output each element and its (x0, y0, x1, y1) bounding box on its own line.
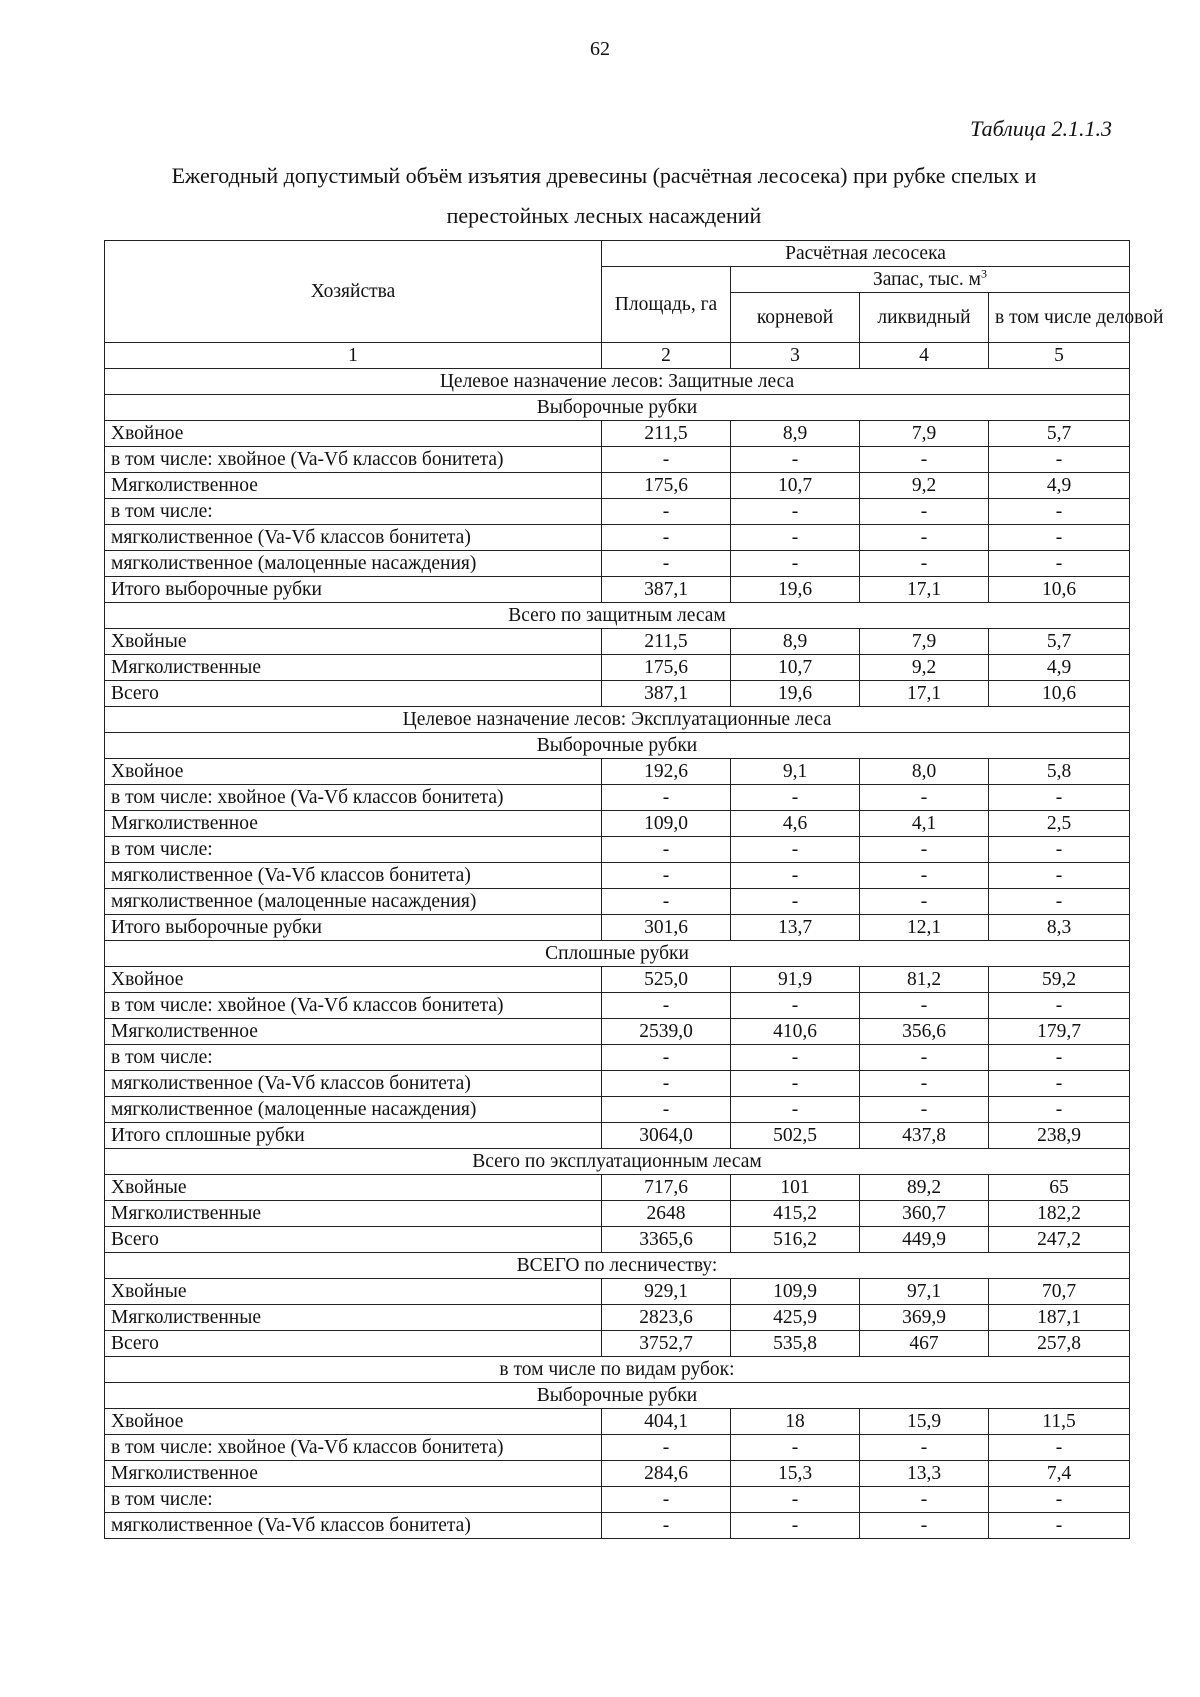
header-stock-sup: 3 (981, 266, 988, 281)
table-row (105, 1097, 1130, 1123)
table-row (105, 889, 1130, 915)
table-row (105, 1331, 1130, 1357)
header-business: в том числе деловой (989, 293, 1130, 343)
cell-area: 2823,6 (602, 1305, 731, 1331)
row-label: в том числе: (105, 1487, 602, 1513)
table-row (105, 1227, 1130, 1253)
table-row (105, 967, 1130, 993)
cell-business: - (989, 551, 1130, 577)
table-row (105, 1045, 1130, 1071)
cell-root: - (731, 1487, 860, 1513)
cell-business: 5,8 (989, 759, 1130, 785)
cell-area: - (602, 499, 731, 525)
table-row (105, 447, 1130, 473)
cell-root: 10,7 (731, 655, 860, 681)
table-caption (104, 156, 1104, 236)
cell-liquid: 369,9 (860, 1305, 989, 1331)
cell-liquid: - (860, 1487, 989, 1513)
row-label: в том числе: хвойное (Va-Vб классов бонитета) (105, 447, 602, 473)
cell-business: 187,1 (989, 1305, 1130, 1331)
row-label: мягколиственное (Va-Vб классов бонитета) (105, 863, 602, 889)
cell-liquid: 89,2 (860, 1175, 989, 1201)
row-label: Хвойные (105, 629, 602, 655)
cell-area: - (602, 1435, 731, 1461)
cell-area: 2648 (602, 1201, 731, 1227)
cell-liquid: 97,1 (860, 1279, 989, 1305)
table-row (105, 863, 1130, 889)
section-header-row (105, 1383, 1130, 1409)
cell-business: - (989, 1513, 1130, 1539)
col-number-4: 4 (860, 343, 989, 369)
cell-business: - (989, 785, 1130, 811)
cell-business: 70,7 (989, 1279, 1130, 1305)
table-row (105, 1461, 1130, 1487)
cell-root: 9,1 (731, 759, 860, 785)
section-label: ВСЕГО по лесничеству: (105, 1253, 1130, 1279)
cell-root: 18 (731, 1409, 860, 1435)
cell-root: 502,5 (731, 1123, 860, 1149)
cell-liquid: - (860, 499, 989, 525)
table-row (105, 811, 1130, 837)
row-label: мягколиственное (Va-Vб классов бонитета) (105, 1513, 602, 1539)
table-row (105, 1071, 1130, 1097)
row-label: Хвойные (105, 1175, 602, 1201)
header-liquid: ликвидный (860, 293, 989, 343)
header-stock-label: Запас, тыс. м (872, 269, 982, 290)
cell-area: 211,5 (602, 421, 731, 447)
cell-root: - (731, 1435, 860, 1461)
subsection-row (105, 1149, 1130, 1175)
cell-area: 2539,0 (602, 1019, 731, 1045)
cell-business: - (989, 447, 1130, 473)
row-label: Итого выборочные рубки (105, 577, 602, 603)
cell-root: - (731, 1513, 860, 1539)
cell-area: - (602, 889, 731, 915)
row-label: в том числе: (105, 837, 602, 863)
cell-liquid: - (860, 1071, 989, 1097)
cell-root: 4,6 (731, 811, 860, 837)
cell-root: - (731, 785, 860, 811)
row-label: в том числе: хвойное (Va-Vб классов бонитета) (105, 1435, 602, 1461)
cell-area: 3365,6 (602, 1227, 731, 1253)
allowable-cut-table (104, 240, 1164, 1539)
cell-root: - (731, 993, 860, 1019)
cell-business: 4,9 (989, 655, 1130, 681)
cell-root: 19,6 (731, 681, 860, 707)
row-label: в том числе: (105, 1045, 602, 1071)
cell-liquid: 15,9 (860, 1409, 989, 1435)
cell-area: 387,1 (602, 577, 731, 603)
table-row (105, 1487, 1130, 1513)
cell-business: - (989, 863, 1130, 889)
cell-area: - (602, 785, 731, 811)
table-row (105, 1409, 1130, 1435)
cell-business: 65 (989, 1175, 1130, 1201)
subsection-row (105, 395, 1130, 421)
cell-liquid: 467 (860, 1331, 989, 1357)
row-label: Мягколиственное (105, 1461, 602, 1487)
cell-area: - (602, 1513, 731, 1539)
cell-liquid: 437,8 (860, 1123, 989, 1149)
cell-root: 10,7 (731, 473, 860, 499)
cell-business: 5,7 (989, 421, 1130, 447)
subsection-label: Всего по защитным лесам (105, 603, 1130, 629)
cell-root: 91,9 (731, 967, 860, 993)
table-row (105, 1123, 1130, 1149)
col-number-1: 1 (105, 343, 602, 369)
row-label: Хвойное (105, 421, 602, 447)
header-allowable-cut: Расчётная лесосека (602, 241, 1130, 267)
row-label: Хвойное (105, 967, 602, 993)
cell-liquid: 17,1 (860, 577, 989, 603)
cell-business: - (989, 1435, 1130, 1461)
cell-liquid: - (860, 889, 989, 915)
cell-liquid: - (860, 1045, 989, 1071)
cell-area: 929,1 (602, 1279, 731, 1305)
cell-liquid: - (860, 1097, 989, 1123)
cell-root: - (731, 889, 860, 915)
col-number-2: 2 (602, 343, 731, 369)
subsection-label: Выборочные рубки (105, 733, 1130, 759)
caption-line-2: перестойных лесных насаждений (446, 203, 762, 228)
row-label: Всего (105, 681, 602, 707)
cell-business: 59,2 (989, 967, 1130, 993)
table-body (105, 369, 1130, 1539)
table-row (105, 629, 1130, 655)
cell-liquid: - (860, 447, 989, 473)
cell-liquid: 17,1 (860, 681, 989, 707)
row-label: мягколиственное (Va-Vб классов бонитета) (105, 525, 602, 551)
section-label: Выборочные рубки (105, 1383, 1130, 1409)
subsection-label: в том числе по видам рубок: (105, 1357, 1130, 1383)
section-header-row (105, 1253, 1130, 1279)
cell-liquid: 7,9 (860, 629, 989, 655)
cell-business: - (989, 1045, 1130, 1071)
header-column-numbers (105, 343, 1130, 369)
row-label: Итого выборочные рубки (105, 915, 602, 941)
table-row (105, 1435, 1130, 1461)
row-label: Мягколиственное (105, 473, 602, 499)
cell-liquid: 9,2 (860, 473, 989, 499)
subsection-label: Сплошные рубки (105, 941, 1130, 967)
row-label: Мягколиственное (105, 1019, 602, 1045)
cell-business: - (989, 889, 1130, 915)
cell-liquid: 356,6 (860, 1019, 989, 1045)
cell-area: - (602, 1071, 731, 1097)
cell-liquid: - (860, 1435, 989, 1461)
cell-liquid: 449,9 (860, 1227, 989, 1253)
row-label: Мягколиственные (105, 655, 602, 681)
table-row (105, 1279, 1130, 1305)
cell-liquid: - (860, 785, 989, 811)
cell-liquid: 4,1 (860, 811, 989, 837)
section-header-row (105, 707, 1130, 733)
subsection-row (105, 733, 1130, 759)
cell-business: - (989, 1071, 1130, 1097)
cell-business: - (989, 993, 1130, 1019)
cell-area: 109,0 (602, 811, 731, 837)
cell-business: 4,9 (989, 473, 1130, 499)
cell-area: - (602, 863, 731, 889)
cell-area: 301,6 (602, 915, 731, 941)
cell-area: 3064,0 (602, 1123, 731, 1149)
row-label: мягколиственное (малоценные насаждения) (105, 889, 602, 915)
cell-area: - (602, 1487, 731, 1513)
cell-business: 257,8 (989, 1331, 1130, 1357)
cell-business: 2,5 (989, 811, 1130, 837)
cell-business: - (989, 837, 1130, 863)
cell-root: 8,9 (731, 629, 860, 655)
cell-root: - (731, 837, 860, 863)
cell-business: 10,6 (989, 681, 1130, 707)
row-label: Мягколиственные (105, 1201, 602, 1227)
cell-root: 8,9 (731, 421, 860, 447)
cell-area: 175,6 (602, 473, 731, 499)
table-row (105, 993, 1130, 1019)
cell-liquid: 12,1 (860, 915, 989, 941)
cell-area: - (602, 1045, 731, 1071)
cell-liquid: 9,2 (860, 655, 989, 681)
cell-root: 109,9 (731, 1279, 860, 1305)
cell-area: - (602, 447, 731, 473)
cell-root: - (731, 525, 860, 551)
table-row (105, 915, 1130, 941)
cell-root: 410,6 (731, 1019, 860, 1045)
cell-liquid: - (860, 1513, 989, 1539)
table-row (105, 499, 1130, 525)
table-row (105, 525, 1130, 551)
cell-liquid: - (860, 525, 989, 551)
cell-root: - (731, 551, 860, 577)
caption-line-1: Ежегодный допустимый объём изъятия древесины (расчётная лесосека) при рубке спелых и (171, 163, 1037, 188)
table-row (105, 577, 1130, 603)
cell-root: - (731, 863, 860, 889)
table-header (105, 241, 1164, 369)
row-label: в том числе: (105, 499, 602, 525)
subsection-row (105, 941, 1130, 967)
table-row (105, 473, 1130, 499)
table-row (105, 551, 1130, 577)
cell-root: 15,3 (731, 1461, 860, 1487)
cell-area: 192,6 (602, 759, 731, 785)
row-label: мягколиственное (Va-Vб классов бонитета) (105, 1071, 602, 1097)
cell-business: - (989, 499, 1130, 525)
header-area: Площадь, га (602, 267, 731, 343)
cell-liquid: - (860, 993, 989, 1019)
cell-area: 717,6 (602, 1175, 731, 1201)
cell-area: 175,6 (602, 655, 731, 681)
cell-business: 179,7 (989, 1019, 1130, 1045)
cell-area: - (602, 837, 731, 863)
cell-area: - (602, 1097, 731, 1123)
cell-area: - (602, 551, 731, 577)
table-row (105, 681, 1130, 707)
table-row (105, 421, 1130, 447)
table-row (105, 785, 1130, 811)
table-row (105, 1019, 1130, 1045)
col-number-3: 3 (731, 343, 860, 369)
cell-area: 3752,7 (602, 1331, 731, 1357)
cell-business: 238,9 (989, 1123, 1130, 1149)
cell-root: - (731, 1097, 860, 1123)
section-label: Целевое назначение лесов: Эксплуатационные леса (105, 707, 1130, 733)
table-row (105, 1201, 1130, 1227)
row-label: Всего (105, 1227, 602, 1253)
cell-area: - (602, 525, 731, 551)
header-stock (731, 267, 1130, 293)
section-label: Целевое назначение лесов: Защитные леса (105, 369, 1130, 395)
cell-area: 525,0 (602, 967, 731, 993)
table-row (105, 1513, 1130, 1539)
row-label: Хвойное (105, 759, 602, 785)
cell-area: 404,1 (602, 1409, 731, 1435)
row-label: Хвойные (105, 1279, 602, 1305)
table-number: Таблица 2.1.1.3 (970, 116, 1112, 141)
row-label: мягколиственное (малоценные насаждения) (105, 1097, 602, 1123)
table-row (105, 759, 1130, 785)
cell-business: - (989, 525, 1130, 551)
row-label: Хвойное (105, 1409, 602, 1435)
cell-area: 211,5 (602, 629, 731, 655)
row-label: Итого сплошные рубки (105, 1123, 602, 1149)
row-label: Всего (105, 1331, 602, 1357)
cell-root: 535,8 (731, 1331, 860, 1357)
cell-area: 387,1 (602, 681, 731, 707)
cell-root: 19,6 (731, 577, 860, 603)
cell-liquid: 13,3 (860, 1461, 989, 1487)
section-header-row (105, 369, 1130, 395)
cell-business: - (989, 1487, 1130, 1513)
cell-liquid: 7,9 (860, 421, 989, 447)
col-number-5: 5 (989, 343, 1130, 369)
cell-liquid: 81,2 (860, 967, 989, 993)
row-label: мягколиственное (малоценные насаждения) (105, 551, 602, 577)
cell-root: - (731, 499, 860, 525)
subsection-label: Выборочные рубки (105, 395, 1130, 421)
cell-root: 13,7 (731, 915, 860, 941)
cell-liquid: - (860, 551, 989, 577)
cell-business: 7,4 (989, 1461, 1130, 1487)
cell-root: 425,9 (731, 1305, 860, 1331)
cell-liquid: 8,0 (860, 759, 989, 785)
cell-business: 8,3 (989, 915, 1130, 941)
cell-root: 415,2 (731, 1201, 860, 1227)
subsection-row (105, 603, 1130, 629)
table-row (105, 1175, 1130, 1201)
cell-root: - (731, 1045, 860, 1071)
cell-area: - (602, 993, 731, 1019)
cell-business: 5,7 (989, 629, 1130, 655)
row-label: в том числе: хвойное (Va-Vб классов бонитета) (105, 993, 602, 1019)
row-label: Мягколиственное (105, 811, 602, 837)
subsection-label: Всего по эксплуатационным лесам (105, 1149, 1130, 1175)
cell-business: 11,5 (989, 1409, 1130, 1435)
cell-root: - (731, 1071, 860, 1097)
table-row (105, 1305, 1130, 1331)
cell-business: 10,6 (989, 577, 1130, 603)
page-number: 62 (590, 38, 610, 60)
header-farms: Хозяйства (105, 241, 602, 343)
cell-root: 516,2 (731, 1227, 860, 1253)
cell-root: 101 (731, 1175, 860, 1201)
cell-business: - (989, 1097, 1130, 1123)
table-row (105, 837, 1130, 863)
table-row (105, 655, 1130, 681)
cell-root: - (731, 447, 860, 473)
header-root: корневой (731, 293, 860, 343)
cell-liquid: - (860, 863, 989, 889)
cell-business: 247,2 (989, 1227, 1130, 1253)
cell-area: 284,6 (602, 1461, 731, 1487)
cell-liquid: 360,7 (860, 1201, 989, 1227)
cell-liquid: - (860, 837, 989, 863)
row-label: Мягколиственные (105, 1305, 602, 1331)
subsection-row (105, 1357, 1130, 1383)
cell-business: 182,2 (989, 1201, 1130, 1227)
row-label: в том числе: хвойное (Va-Vб классов бонитета) (105, 785, 602, 811)
